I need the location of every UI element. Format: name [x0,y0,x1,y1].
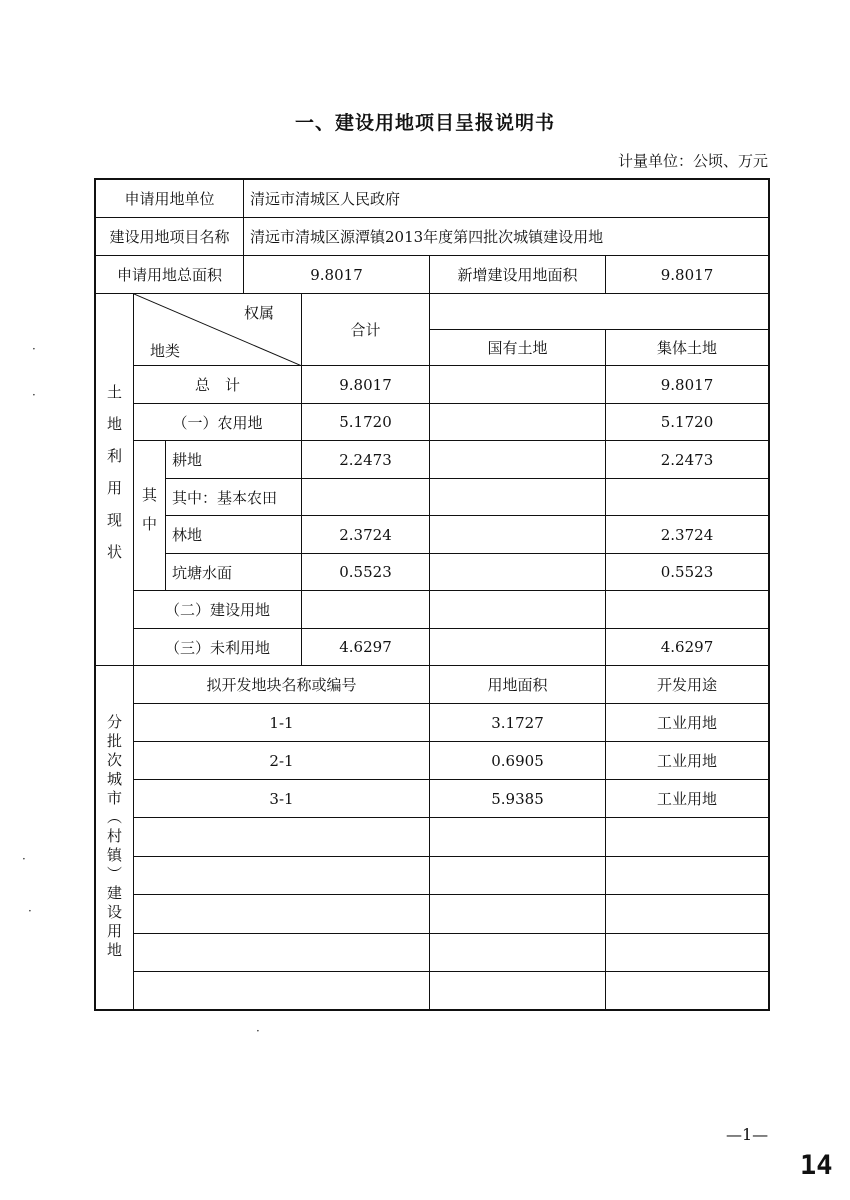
cell-state [430,441,606,479]
project-name-value: 清远市清城区源潭镇2013年度第四批次城镇建设用地 [244,218,770,256]
plot-use-header: 开发用途 [606,666,770,704]
cell-state [430,366,606,404]
cell-total: 5.1720 [302,404,430,441]
plot-name-cell [134,972,430,1011]
plot-area-cell [430,857,606,895]
plot-name-cell [134,857,430,895]
new-area-value: 9.8017 [606,256,770,294]
applicant-label: 申请用地单位 [96,180,244,218]
plot-name-cell [134,895,430,934]
row-label-cultivated: 耕地 [166,441,302,479]
cell-total: 9.8017 [302,366,430,404]
among-group-label [134,441,166,591]
corner-number: 14 [800,1150,833,1181]
scan-speck: · [32,342,36,356]
measurement-unit: 计量单位：公顷、万元 [617,152,768,170]
ownership-label: 权属 [244,304,275,322]
plot-area-cell: 3.1727 [430,704,606,742]
scan-speck: · [28,904,32,918]
cell-collective: 2.2473 [606,441,770,479]
cell-collective: 0.5523 [606,554,770,591]
applicant-value: 清远市清城区人民政府 [244,180,770,218]
land-type-label: 地类 [150,342,181,360]
plot-area-cell [430,895,606,934]
plot-area-cell [430,818,606,857]
cell-total [302,479,430,516]
scan-speck: · [32,388,36,402]
plot-name-cell [134,934,430,972]
total-area-value: 9.8017 [244,256,430,294]
plot-name-header: 拟开发地块名称或编号 [134,666,430,704]
page-number: —1— [726,1125,769,1144]
plot-area-cell: 0.6905 [430,742,606,780]
plot-area-cell [430,972,606,1011]
row-label-construction: （二）建设用地 [134,591,302,629]
total-column-header: 合计 [302,294,430,366]
plots-section-label [96,666,134,1011]
plot-use-cell: 工业用地 [606,704,770,742]
cell-collective: 2.3724 [606,516,770,554]
row-label-unused: （三）未利用地 [134,629,302,666]
document-title: 一、建设用地项目呈报说明书 [294,112,555,134]
cell-total: 2.3724 [302,516,430,554]
total-area-label: 申请用地总面积 [96,256,244,294]
row-label-basic-farmland: 其中：基本农田 [166,479,302,516]
cell-total: 4.6297 [302,629,430,666]
collective-land-header: 集体土地 [606,330,770,366]
cell-collective [606,479,770,516]
plot-area-cell: 5.9385 [430,780,606,818]
cell-collective: 4.6297 [606,629,770,666]
plot-use-cell [606,972,770,1011]
cell-collective: 5.1720 [606,404,770,441]
cell-state [430,591,606,629]
row-label-grand-total: 总 计 [134,366,302,404]
row-label-agricultural: （一）农用地 [134,404,302,441]
cell-state [430,516,606,554]
row-label-forest: 林地 [166,516,302,554]
scan-speck: · [22,852,26,866]
plot-use-cell: 工业用地 [606,742,770,780]
cell-state [430,479,606,516]
plot-use-cell [606,934,770,972]
land-application-table [94,178,770,1011]
plot-area-header: 用地面积 [430,666,606,704]
cell-collective: 9.8017 [606,366,770,404]
plot-name-cell: 3-1 [134,780,430,818]
plot-use-cell: 工业用地 [606,780,770,818]
land-use-section-label [96,294,134,666]
cell-state [430,404,606,441]
cell-total [302,591,430,629]
cell-state [430,554,606,591]
diagonal-header-cell [134,294,302,366]
plot-name-cell: 1-1 [134,704,430,742]
state-land-header: 国有土地 [430,330,606,366]
scan-speck: · [256,1024,260,1038]
plot-name-cell [134,818,430,857]
plots-section-text: 分批次城市（村镇）建设用地 [105,714,123,961]
plot-use-cell [606,818,770,857]
row-label-pond: 坑塘水面 [166,554,302,591]
land-use-section-text: 土地利用现状 [105,383,123,576]
plot-use-cell [606,895,770,934]
plot-use-cell [606,857,770,895]
among-group-text: 其中 [140,486,158,545]
plot-name-cell: 2-1 [134,742,430,780]
project-name-label: 建设用地项目名称 [96,218,244,256]
cell-collective [606,591,770,629]
cell-total: 2.2473 [302,441,430,479]
plot-area-cell [430,934,606,972]
new-area-label: 新增建设用地面积 [430,256,606,294]
cell-total: 0.5523 [302,554,430,591]
cell-state [430,629,606,666]
ownership-header-blank [430,294,770,330]
